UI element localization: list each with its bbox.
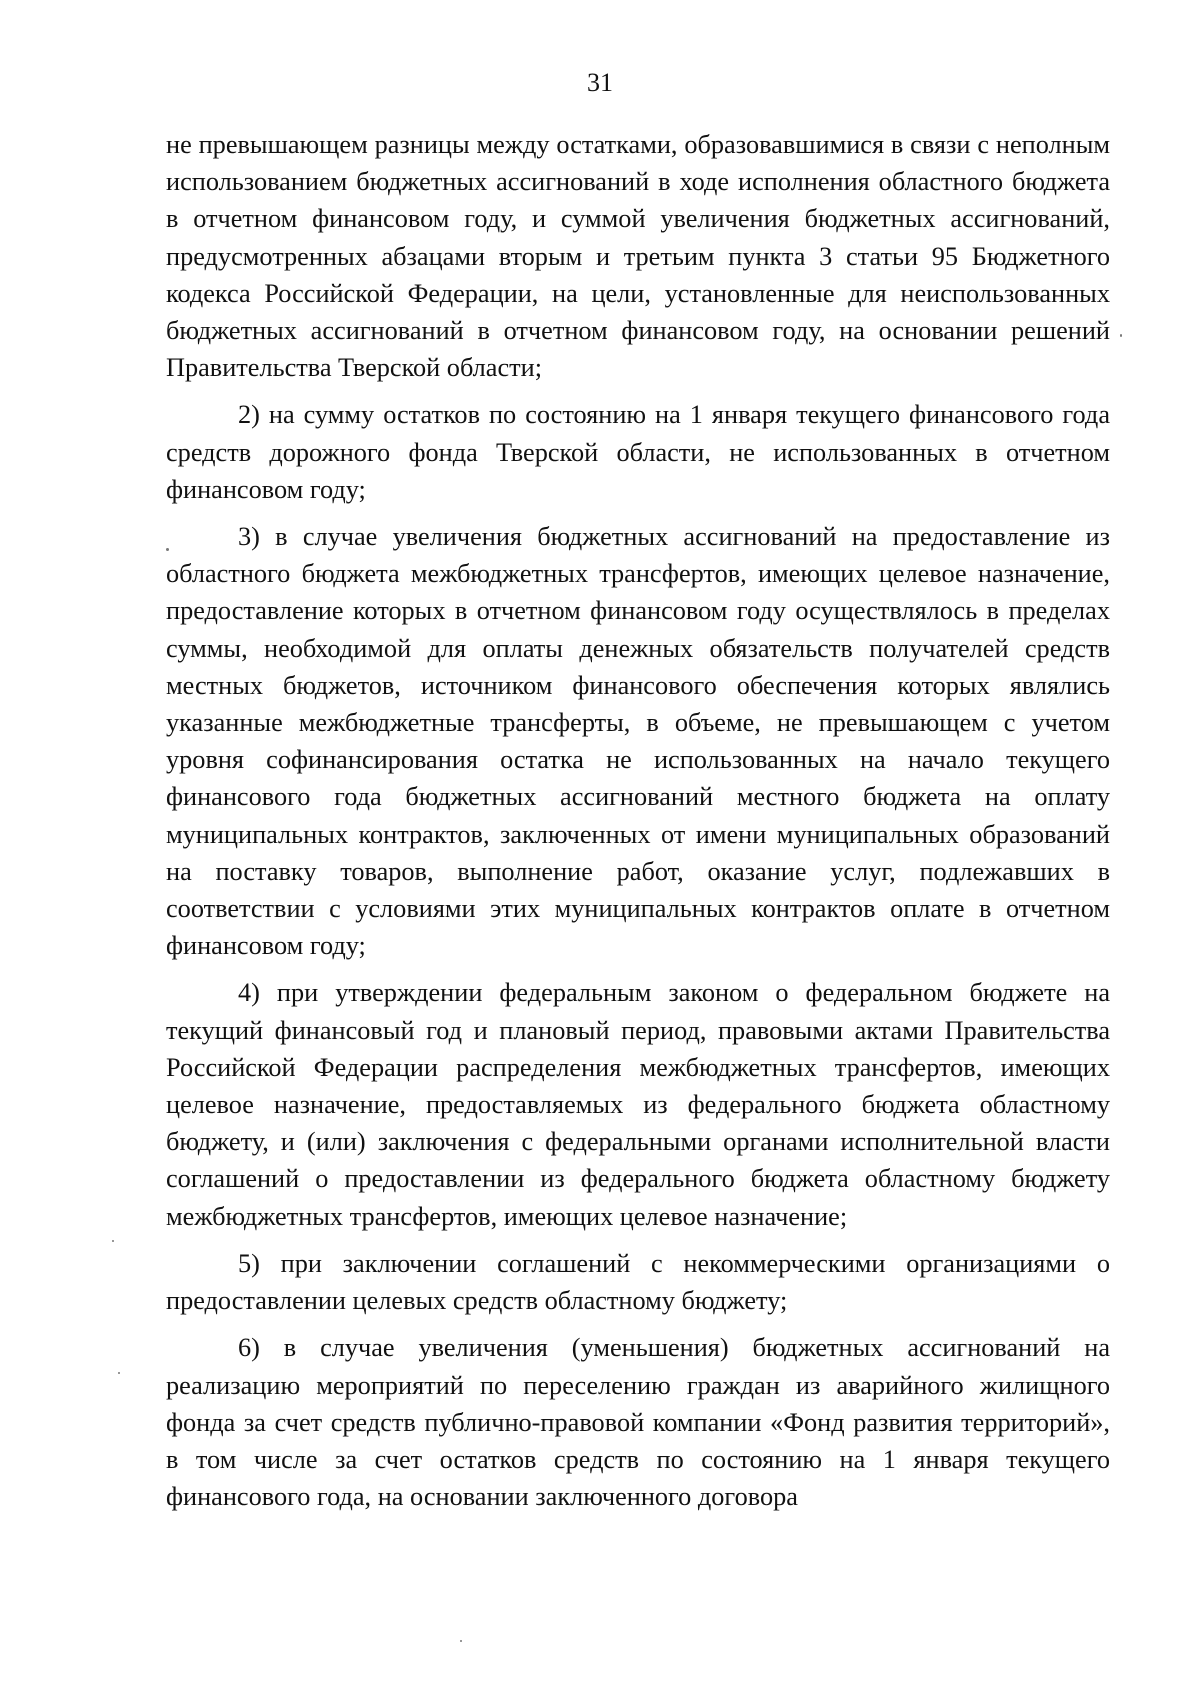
paragraph-item-6: 6) в случае увеличения (уменьшения) бюджетных ассигнований на реализацию мероприятий по переселению граждан из аварийного жилищного фонда за счет средств публично-правовой компании «Фонд развития территорий», в том числе за счет остатков средств по состоянию на 1 января текущего финансового года, на основании заключенного договора [166, 1333, 1110, 1512]
paragraph-item-3: 3) в случае увеличения бюджетных ассигнований на предоставление из областного бюджета межбюджетных трансфертов, имеющих целевое назначение, предоставление которых в отчетном финансовом году осуществлялось в пределах суммы, необходимой для оплаты денежных обязательств получателей средств местных бюджетов, источником финансового обеспечения которых являлись указанные межбюджетные трансферты, в объеме, не превышающем с учетом уровня софинансирования остатка не использованных на начало текущего финансового года бюджетных ассигнований местного бюджета на оплату муниципальных контрактов, заключенных от имени муниципальных образований на поставку товаров, выполнение работ, оказание услуг, подлежавших в соответствии с условиями этих муниципальных контрактов оплате в отчетном финансовом году; [166, 522, 1110, 961]
scan-speck [112, 1240, 114, 1242]
scan-speck [1120, 334, 1122, 337]
paragraph-continuation: не превышающем разницы между остатками, образовавшимися в связи с неполным использованием бюджетных ассигнований в ходе исполнения областного бюджета в отчетном финансовом году, и суммой увеличения бюджетных ассигнований, предусмотренных абзацами вторым и третьим пункта 3 статьи 95 Бюджетного кодекса Российской Федерации, на цели, установленные для неиспользованных бюджетных ассигнований в отчетном финансовом году, на основании решений Правительства Тверской области; [166, 130, 1110, 383]
paragraph-item-4: 4) при утверждении федеральным законом о федеральном бюджете на текущий финансовый год и плановый период, правовыми актами Правительства Российской Федерации распределения межбюджетных трансфертов, имеющих целевое назначение, предоставляемых из федерального бюджета областному бюджету, и (или) заключения с федеральными органами исполнительной власти соглашений о предоставлении из федерального бюджета областному бюджету межбюджетных трансфертов, имеющих целевое назначение; [166, 978, 1110, 1231]
scan-speck [460, 1640, 462, 1642]
page-number: 31 [587, 68, 613, 97]
document-body [166, 126, 1110, 1525]
scan-speck [166, 548, 169, 551]
paragraph-item-5: 5) при заключении соглашений с некоммерческими организациями о предоставлении целевых средств областному бюджету; [166, 1248, 1110, 1316]
scan-speck [118, 1372, 120, 1374]
paragraph-item-2: 2) на сумму остатков по состоянию на 1 января текущего финансового года средств дорожного фонда Тверской области, не использованных в отчетном финансовом году; [166, 400, 1110, 504]
